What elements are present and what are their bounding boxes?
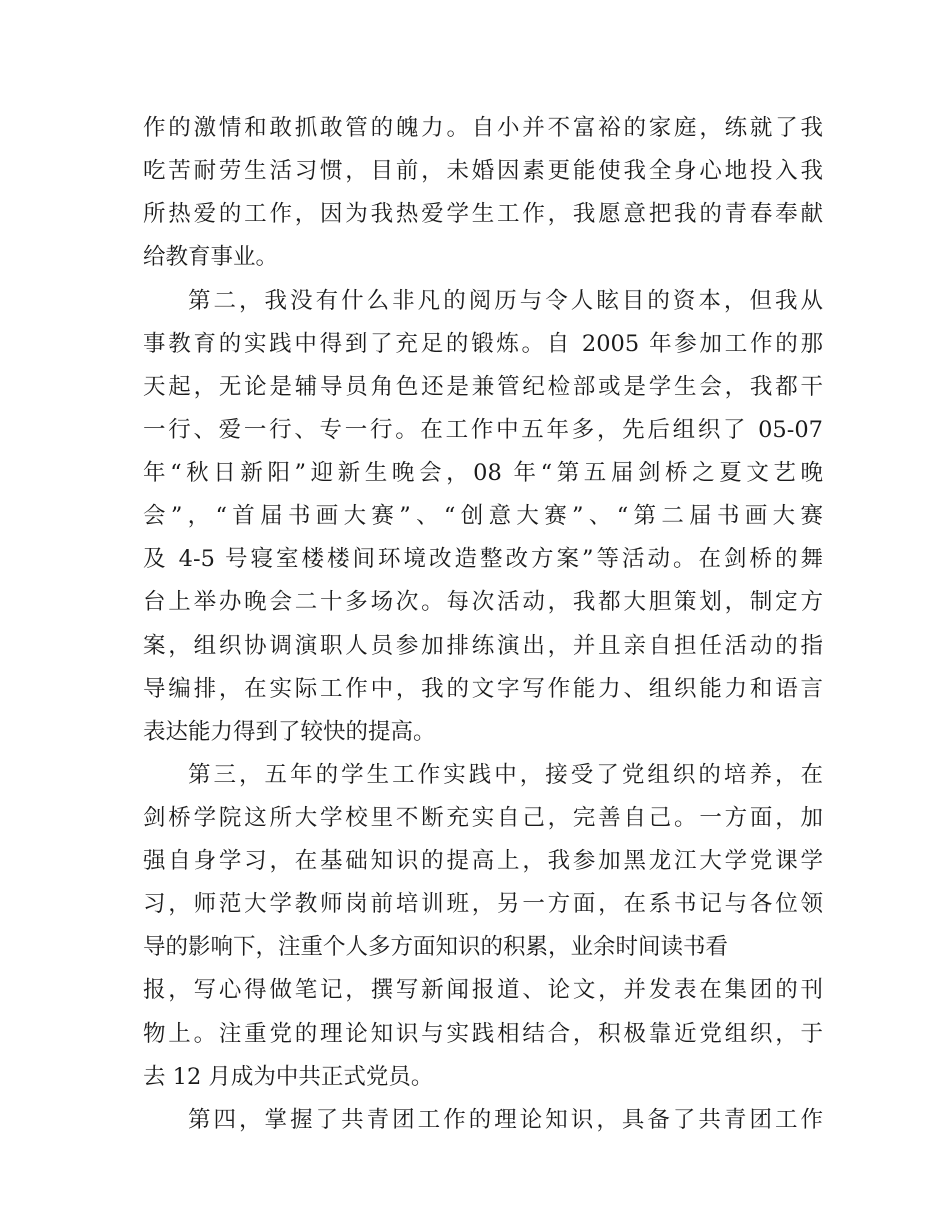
text-line: 会”，“首届书画大赛”、“创意大赛”、“第二届书画大赛 [143, 503, 823, 529]
text-line: 年“秋日新阳”迎新生晚会，08 年“第五届剑桥之夏文艺晚 [143, 460, 823, 486]
text-line: 事教育的实践中得到了充足的锻炼。自 2005 年参加工作的那 [143, 331, 823, 357]
text-line: 天起，无论是辅导员角色还是兼管纪检部或是学生会，我都干 [143, 374, 823, 400]
text-line: 给教育事业。 [143, 244, 279, 270]
paragraph-start-line: 第二，我没有什么非凡的阅历与令人眩目的资本，但我从 [188, 288, 823, 314]
text-line: 剑桥学院这所大学校里不断充实自己，完善自己。一方面，加 [143, 805, 823, 831]
text-line: 台上举办晚会二十多场次。每次活动，我都大胆策划，制定方 [143, 589, 823, 615]
paragraph-start-line: 第三，五年的学生工作实践中，接受了党组织的培养，在 [188, 762, 823, 788]
text-line: 导编排，在实际工作中，我的文字写作能力、组织能力和语言 [143, 676, 823, 702]
text-line: 习，师范大学教师岗前培训班，另一方面，在系书记与各位领 [143, 891, 823, 917]
text-line: 及 4-5 号寝室楼楼间环境改造整改方案”等活动。在剑桥的舞 [143, 546, 823, 572]
text-line: 一行、爱一行、专一行。在工作中五年多，先后组织了 05-07 [143, 417, 823, 443]
text-line: 导的影响下，注重个人多方面知识的积累，业余时间读书看 [143, 934, 729, 960]
text-line: 强自身学习，在基础知识的提高上，我参加黑龙江大学党课学 [143, 848, 823, 874]
text-line: 作的激情和敢抓敢管的魄力。自小并不富裕的家庭，练就了我 [143, 115, 823, 141]
text-line: 案，组织协调演职人员参加排练演出，并且亲自担任活动的指 [143, 633, 823, 659]
text-line: 报，写心得做笔记，撰写新闻报道、论文，并发表在集团的刊 [143, 977, 823, 1003]
text-line: 吃苦耐劳生活习惯，目前，未婚因素更能使我全身心地投入我 [143, 158, 823, 184]
text-line: 表达能力得到了较快的提高。 [143, 719, 436, 745]
text-line: 去 12 月成为中共正式党员。 [143, 1064, 434, 1090]
paragraph-start-line: 第四，掌握了共青团工作的理论知识，具备了共青团工作 [188, 1107, 823, 1133]
text-line: 物上。注重党的理论知识与实践相结合，积极靠近党组织，于 [143, 1021, 823, 1047]
text-line: 所热爱的工作，因为我热爱学生工作，我愿意把我的青春奉献 [143, 201, 823, 227]
